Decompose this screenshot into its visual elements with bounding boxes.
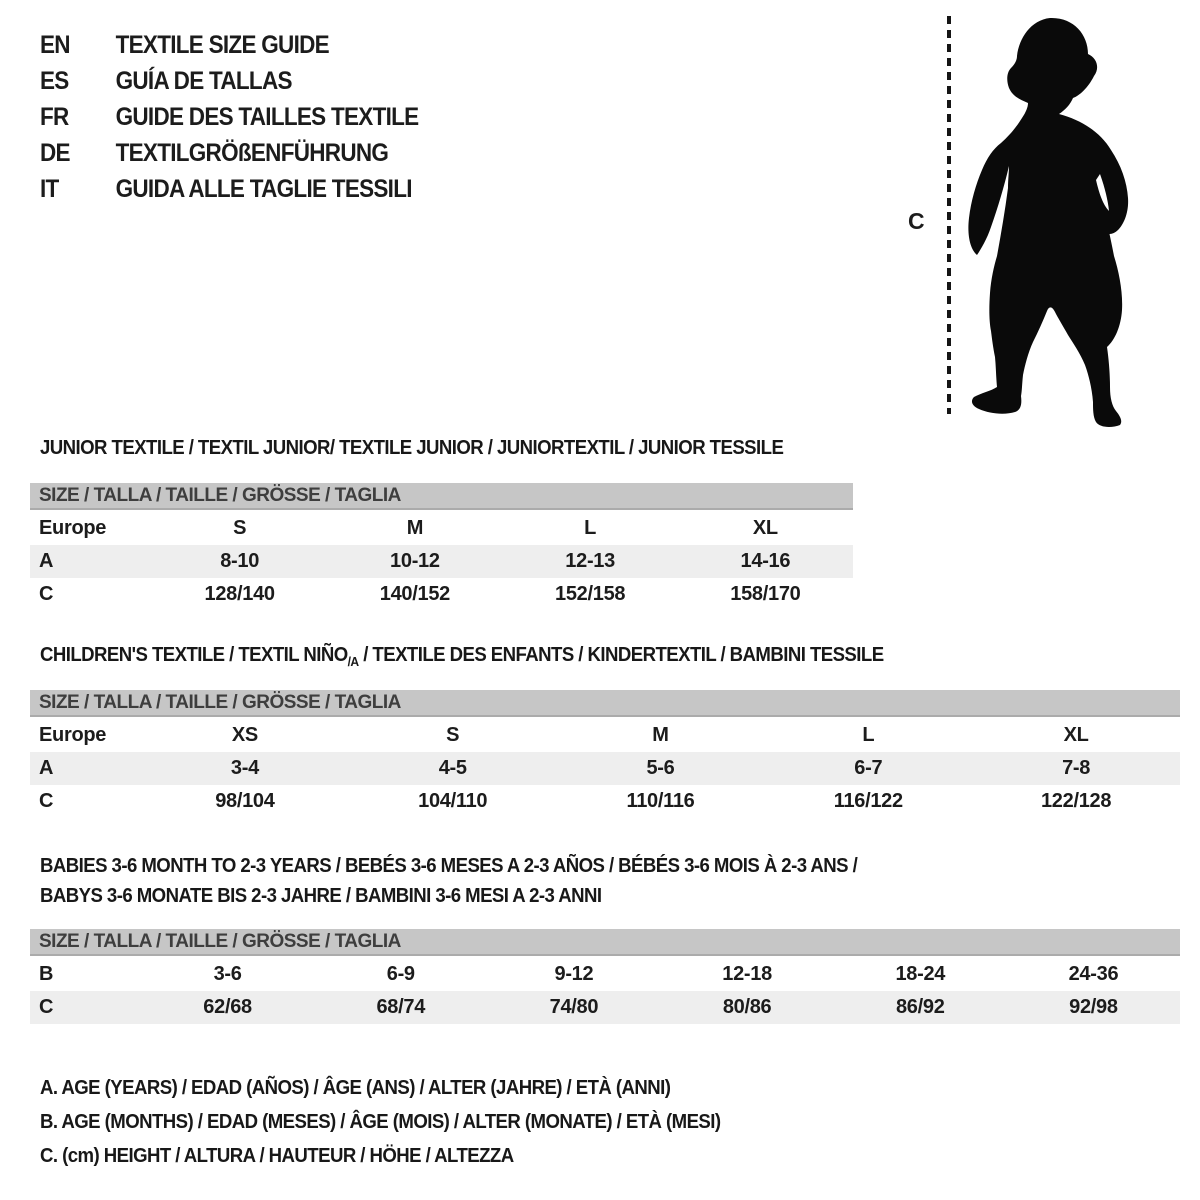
table-cell: 128/140 xyxy=(204,583,275,605)
table-cell: 9-12 xyxy=(554,963,594,985)
children-title-text: / TEXTILE DES ENFANTS / KINDERTEXTIL / BAMBINI TESSILE xyxy=(358,644,884,666)
table-row xyxy=(30,958,1180,991)
language-title-block xyxy=(40,27,418,207)
footnote: C. (cm) HEIGHT / ALTURA / HAUTEUR / HÖHE / ALTEZZA xyxy=(40,1145,514,1167)
table-cell: 14-16 xyxy=(740,550,791,572)
junior-size-table xyxy=(30,483,853,611)
table-cell: L xyxy=(862,724,875,746)
table-row xyxy=(30,512,853,545)
language-code: FR xyxy=(40,102,69,131)
table-cell: XL xyxy=(752,517,778,539)
table-cell: 18-24 xyxy=(895,963,946,985)
table-cell: S xyxy=(446,724,460,746)
table-cell: M xyxy=(406,517,424,539)
table-cell: 92/98 xyxy=(1069,996,1118,1018)
table-row xyxy=(30,545,853,578)
table-cell: 6-9 xyxy=(386,963,415,985)
children-title-subscript: /A xyxy=(347,654,359,669)
language-row xyxy=(40,171,418,207)
babies-size-table xyxy=(30,929,1180,1024)
table-cell: 5-6 xyxy=(646,757,675,779)
table-cell: 10-12 xyxy=(390,550,440,572)
babies-title-line1: BABIES 3-6 MONTH TO 2-3 YEARS / BEBÉS 3-6 MESES A 2-3 AÑOS / BÉBÉS 3-6 MOIS À 2-3 ANS / xyxy=(40,855,858,877)
language-row xyxy=(40,99,418,135)
language-code: IT xyxy=(40,174,59,203)
babies-table-rows xyxy=(30,958,1180,1024)
table-cell: 116/122 xyxy=(833,790,903,812)
table-cell: 80/86 xyxy=(722,996,772,1018)
toddler-silhouette-icon xyxy=(953,8,1165,428)
row-label: Europe xyxy=(39,724,107,746)
language-row xyxy=(40,135,418,171)
table-cell: 3-6 xyxy=(213,963,242,985)
guide-title: TEXTILE SIZE GUIDE xyxy=(115,30,329,59)
language-code: DE xyxy=(40,138,70,167)
table-row xyxy=(30,719,1180,752)
table-cell: 4-5 xyxy=(438,757,467,779)
guide-title: GUIDE DES TAILLES TEXTILE xyxy=(115,102,419,131)
row-label: A xyxy=(39,550,54,572)
table-cell: 104/110 xyxy=(418,790,488,812)
height-dashed-line xyxy=(947,16,951,414)
row-label: A xyxy=(39,757,54,779)
row-label: C xyxy=(39,790,54,812)
children-section-title xyxy=(40,644,884,669)
table-cell: 140/152 xyxy=(379,583,450,605)
footnote-block xyxy=(40,1071,721,1173)
children-table-rows xyxy=(30,719,1180,818)
table-cell: XS xyxy=(231,724,258,746)
language-row xyxy=(40,63,418,99)
language-code: ES xyxy=(40,66,69,95)
language-code: EN xyxy=(40,30,70,59)
junior-table-rows xyxy=(30,512,853,611)
table-cell: 12-18 xyxy=(722,963,772,985)
size-table-header: SIZE / TALLA / TAILLE / GRÖSSE / TAGLIA xyxy=(30,929,1180,956)
guide-title: GUIDA ALLE TAGLIE TESSILI xyxy=(115,174,412,203)
table-cell: XL xyxy=(1063,724,1089,746)
table-cell: 3-4 xyxy=(230,757,259,779)
size-table-header: SIZE / TALLA / TAILLE / GRÖSSE / TAGLIA xyxy=(30,483,853,510)
table-cell: 158/170 xyxy=(730,583,801,605)
table-cell: 110/116 xyxy=(626,790,695,812)
table-cell: L xyxy=(584,517,597,539)
babies-section-title xyxy=(40,851,857,911)
table-row xyxy=(30,578,853,611)
table-row xyxy=(30,785,1180,818)
table-cell: 152/158 xyxy=(555,583,626,605)
table-cell: 98/104 xyxy=(215,790,275,812)
table-cell: 68/74 xyxy=(376,996,426,1018)
children-size-table xyxy=(30,690,1180,818)
row-label: B xyxy=(39,963,54,985)
row-label: C xyxy=(39,583,54,605)
guide-title: TEXTILGRÖßENFÜHRUNG xyxy=(115,138,389,167)
table-cell: 122/128 xyxy=(1040,790,1112,812)
size-table-header: SIZE / TALLA / TAILLE / GRÖSSE / TAGLIA xyxy=(30,690,1180,717)
footnote: B. AGE (MONTHS) / EDAD (MESES) / ÂGE (MOIS) / ALTER (MONATE) / ETÀ (MESI) xyxy=(40,1111,721,1133)
table-cell: 62/68 xyxy=(203,996,252,1018)
table-cell: 86/92 xyxy=(895,996,945,1018)
row-label: C xyxy=(39,996,54,1018)
table-cell: 6-7 xyxy=(854,757,883,779)
table-cell: 7-8 xyxy=(1062,757,1091,779)
height-measure-label: C xyxy=(908,208,925,234)
babies-title-line2: BABYS 3-6 MONATE BIS 2-3 JAHRE / BAMBINI 3-6 MESI A 2-3 ANNI xyxy=(40,885,602,907)
row-label: Europe xyxy=(39,517,107,539)
table-row xyxy=(30,991,1180,1024)
table-cell: 8-10 xyxy=(220,550,260,572)
table-cell: M xyxy=(652,724,669,746)
language-row xyxy=(40,27,418,63)
table-cell: 12-13 xyxy=(565,550,615,572)
table-cell: S xyxy=(233,517,247,539)
children-title-text: CHILDREN'S TEXTILE / TEXTIL NIÑO xyxy=(40,644,348,666)
junior-section-title: JUNIOR TEXTILE / TEXTIL JUNIOR/ TEXTILE JUNIOR / JUNIORTEXTIL / JUNIOR TESSILE xyxy=(40,437,784,459)
table-cell: 74/80 xyxy=(549,996,599,1018)
footnote: A. AGE (YEARS) / EDAD (AÑOS) / ÂGE (ANS) / ALTER (JAHRE) / ETÀ (ANNI) xyxy=(40,1077,671,1099)
guide-title: GUÍA DE TALLAS xyxy=(115,66,292,95)
table-row xyxy=(30,752,1180,785)
table-cell: 24-36 xyxy=(1068,963,1119,985)
